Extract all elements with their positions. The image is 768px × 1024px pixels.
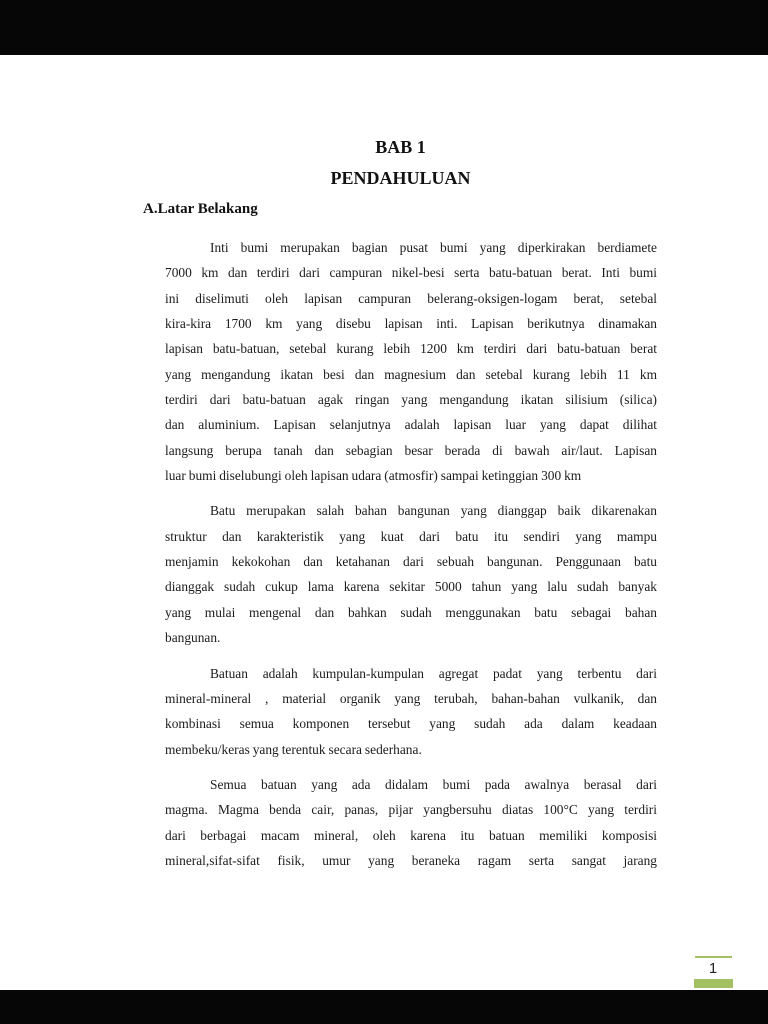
paragraph-line: lapisan batu-batuan, setebal kurang lebih 1200 km terdiri dari batu-batuan berat (165, 341, 657, 357)
letterbox-top (0, 0, 768, 55)
paragraph-line: yang mulai mengenal dan bahkan sudah menggunakan batu sebagai bahan (165, 604, 657, 620)
paragraph-line: mineral,sifat-sifat fisik, umur yang beraneka ragam serta sangat jarang (165, 852, 657, 868)
paragraph-line: kira-kira 1700 km yang disebu lapisan inti. Lapisan berikutnya dinamakan (165, 316, 657, 332)
paragraph (165, 498, 657, 650)
footer-rule-bottom (694, 979, 733, 988)
paragraph (165, 772, 657, 873)
letterbox-bottom (0, 990, 768, 1024)
paragraph-line: luar bumi diselubungi oleh lapisan udara (atmosfir) sampai ketinggian 300 km (165, 468, 582, 484)
paragraph-line: Batu merupakan salah bahan bangunan yang dianggap baik dikarenakan (210, 503, 657, 519)
paragraph-line: Inti bumi merupakan bagian pusat bumi yang diperkirakan berdiamete (210, 240, 657, 255)
paragraph-line: 7000 km dan terdiri dari campuran nikel-besi serta batu-batuan berat. Inti bumi (165, 265, 657, 281)
paragraph (165, 661, 657, 762)
paragraph-line: menjamin kekokohan dan ketahanan dari sebuah bangunan. Penggunaan batu (165, 554, 657, 570)
paragraph-line: dari berbagai macam mineral, oleh karena itu batuan memiliki komposisi (165, 827, 657, 843)
page-number: 1 (708, 960, 718, 977)
paragraph-line: magma. Magma benda cair, panas, pijar yangbersuhu diatas 100°C yang terdiri (165, 802, 657, 818)
document-body (165, 235, 657, 873)
paragraph-line: Semua batuan yang ada didalam bumi pada awalnya berasal dari (210, 776, 657, 792)
paragraph-line: yang mengandung ikatan besi dan magnesium dan setebal kurang lebih 11 km (165, 366, 657, 382)
paragraph-line: Batuan adalah kumpulan-kumpulan agregat padat yang terbentu dari (210, 665, 657, 681)
paragraph (165, 235, 657, 488)
paragraph-line: dianggak sudah cukup lama karena sekitar 5000 tahun yang lalu sudah banyak (165, 579, 657, 595)
paragraph-line: struktur dan karakteristik yang kuat dari batu itu sendiri yang mampu (165, 528, 657, 544)
paragraph-line: terdiri dari batu-batuan agak ringan yang mengandung ikatan silisium (silica) (165, 392, 657, 408)
paragraph-line: ini diselimuti oleh lapisan campuran belerang-oksigen-logam berat, setebal (165, 290, 657, 306)
chapter-label: BAB 1 (375, 137, 426, 157)
footer-rule-top (695, 956, 732, 958)
paragraph-line: membeku/keras yang terentuk secara sederhana. (165, 741, 422, 757)
paragraph-line: langsung berupa tanah dan sebagian besar berada di bawah air/laut. Lapisan (165, 442, 657, 458)
paragraph-line: dan aluminium. Lapisan selanjutnya adalah lapisan luar yang dapat dilihat (165, 417, 657, 433)
paragraph-line: mineral-mineral , material organik yang terubah, bahan-bahan vulkanik, dan (165, 690, 657, 706)
chapter-title: PENDAHULUAN (330, 168, 471, 188)
paragraph-line: bangunan. (165, 630, 221, 646)
paragraph-line: kombinasi semua komponen tersebut yang sudah ada dalam keadaan (165, 716, 657, 732)
page-content (143, 55, 658, 873)
document-page (0, 55, 768, 990)
section-heading: A.Latar Belakang (143, 201, 258, 217)
